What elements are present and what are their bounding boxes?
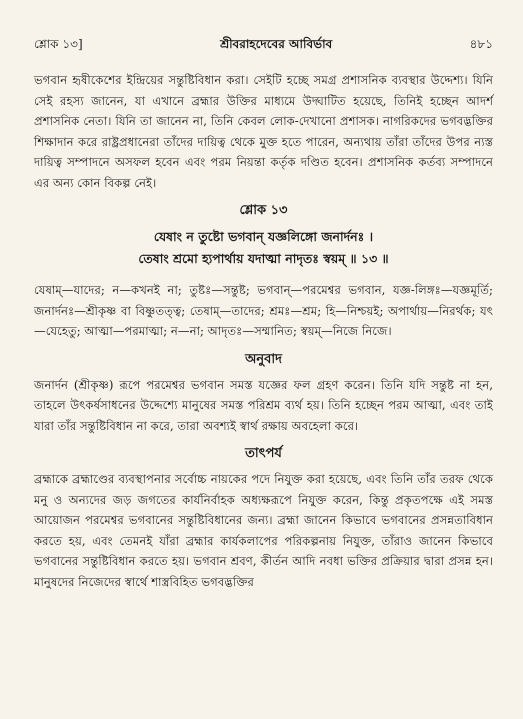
- verse-line-1: যেষাং ন তুষ্টো ভগবান্ যজ্ঞলিঙ্গো জনার্দনঃ ।: [153, 229, 374, 244]
- verse-reference: শ্লোক ১৩]: [34, 37, 83, 51]
- purport-paragraph: ব্রহ্মাকে ব্রহ্মাণ্ডের ব্যবস্থাপনার সর্বোচ্চ নায়কের পদে নিযুক্ত করা হয়েছে, এবং তিনি তাঁর তরফ থেকে মনু ও অন্যদের জড় জগতের কার্যনির্বাহক অধ্যক্ষরূপে নিযুক্ত করেন, কিন্তু প্রকৃতপক্ষে এই সমস্ত আয়োজন পরমেশ্বর ভগবানের সন্তুষ্টিবিধানের জন্য। ব্রহ্মা জানেন কিভাবে ভগবানের প্রসন্নতাবিধান করতে হয়, এবং তেমনই যাঁরা ব্রহ্মার কার্যকলাপের পরিকল্পনায় নিযুক্ত, তাঁরাও জানেন কিভাবে ভগবানের সন্তুষ্টিবিধান করতে হয়। ভগবান শ্রবণ, কীর্তন আদি নবধা ভক্তির প্রক্রিয়ার দ্বারা প্রসন্ন হন। মানুষদের নিজেদের স্বার্থে শাস্ত্রবিহিত ভগবদ্ভক্তির: [34, 472, 493, 589]
- chapter-title: শ্রীবরাহদেবের আবির্ভাব: [220, 37, 333, 51]
- verse-line-2: তেষাং শ্রমো হ্যপার্থায় যদাত্মা নাদৃতঃ স্বয়ম্ ॥ ১৩ ॥: [138, 251, 389, 266]
- translation-paragraph: জনার্দন (শ্রীকৃষ্ণ) রূপে পরমেশ্বর ভগবান সমস্ত যজ্ঞের ফল গ্রহণ করেন। তিনি যদি সন্তুষ্ট না হন, তাহলে উৎকর্ষসাধনের উদ্দেশ্যে মানুষের সমস্ত পরিশ্রম ব্যর্থ হয়। তিনি হচ্ছেন পরম আত্মা, এবং তাই যারা তাঁর সন্তুষ্টিবিধান না করে, তারা অবশ্যই স্বার্থ রক্ষায় অবহেলা করে।: [34, 377, 493, 433]
- page-number: ৪৮১: [469, 37, 493, 51]
- verse-heading: শ্লোক ১৩: [239, 203, 288, 218]
- translation-heading: অনুবাদ: [245, 351, 282, 367]
- purport-heading: তাৎপর্য: [245, 446, 282, 461]
- intro-paragraph: ভগবান হৃষীকেশের ইন্দ্রিয়ের সন্তুষ্টিবিধান করা। সেইটি হচ্ছে সমগ্র প্রশাসনিক ব্যবস্থার উদ্দেশ্য। যিনি সেই রহস্য জানেন, যা এখানে ব্রহ্মার উক্তির মাধ্যমে উদ্ঘাটিত হয়েছে, তিনিই হচ্ছেন আদর্শ প্রশাসনিক নেতা। যিনি তা জানেন না, তিনি কেবল লোক-দেখানো প্রশাসক। নাগরিকদের ভগবদ্ভক্তির শিক্ষাদান করে রাষ্ট্রপ্রধানেরা তাঁদের দায়িত্ব থেকে মুক্ত হতে পারেন, অন্যথায় তাঁরা তাঁদের উপর ন্যস্ত দায়িত্ব সম্পাদনে অসফল হবেন এবং পরম নিয়ন্তা কর্তৃক দণ্ডিত হবেন। প্রশাসনিক কর্তব্য সম্পাদনে এর অন্য কোন বিকল্প নেই।: [34, 73, 493, 190]
- running-header: [34, 36, 493, 56]
- synonyms-paragraph: যেষাম্—যাদের; ন—কখনই না; তুষ্টঃ—সন্তুষ্ট; ভগবান্—পরমেশ্বর ভগবান, যজ্ঞ-লিঙ্গঃ—যজ্ঞমূর্তি; জনার্দনঃ—শ্রীকৃষ্ণ বা বিষ্ণুতত্ত্ব; তেষাম্—তাদের; শ্রমঃ—শ্রম; হি—নিশ্চয়ই; অপার্থায়—নিরর্থক; যৎ—যেহেতু; আত্মা—পরমাত্মা; ন—না; আদৃতঃ—সম্মানিত; স্বয়ম্—নিজে নিজে।: [34, 283, 493, 338]
